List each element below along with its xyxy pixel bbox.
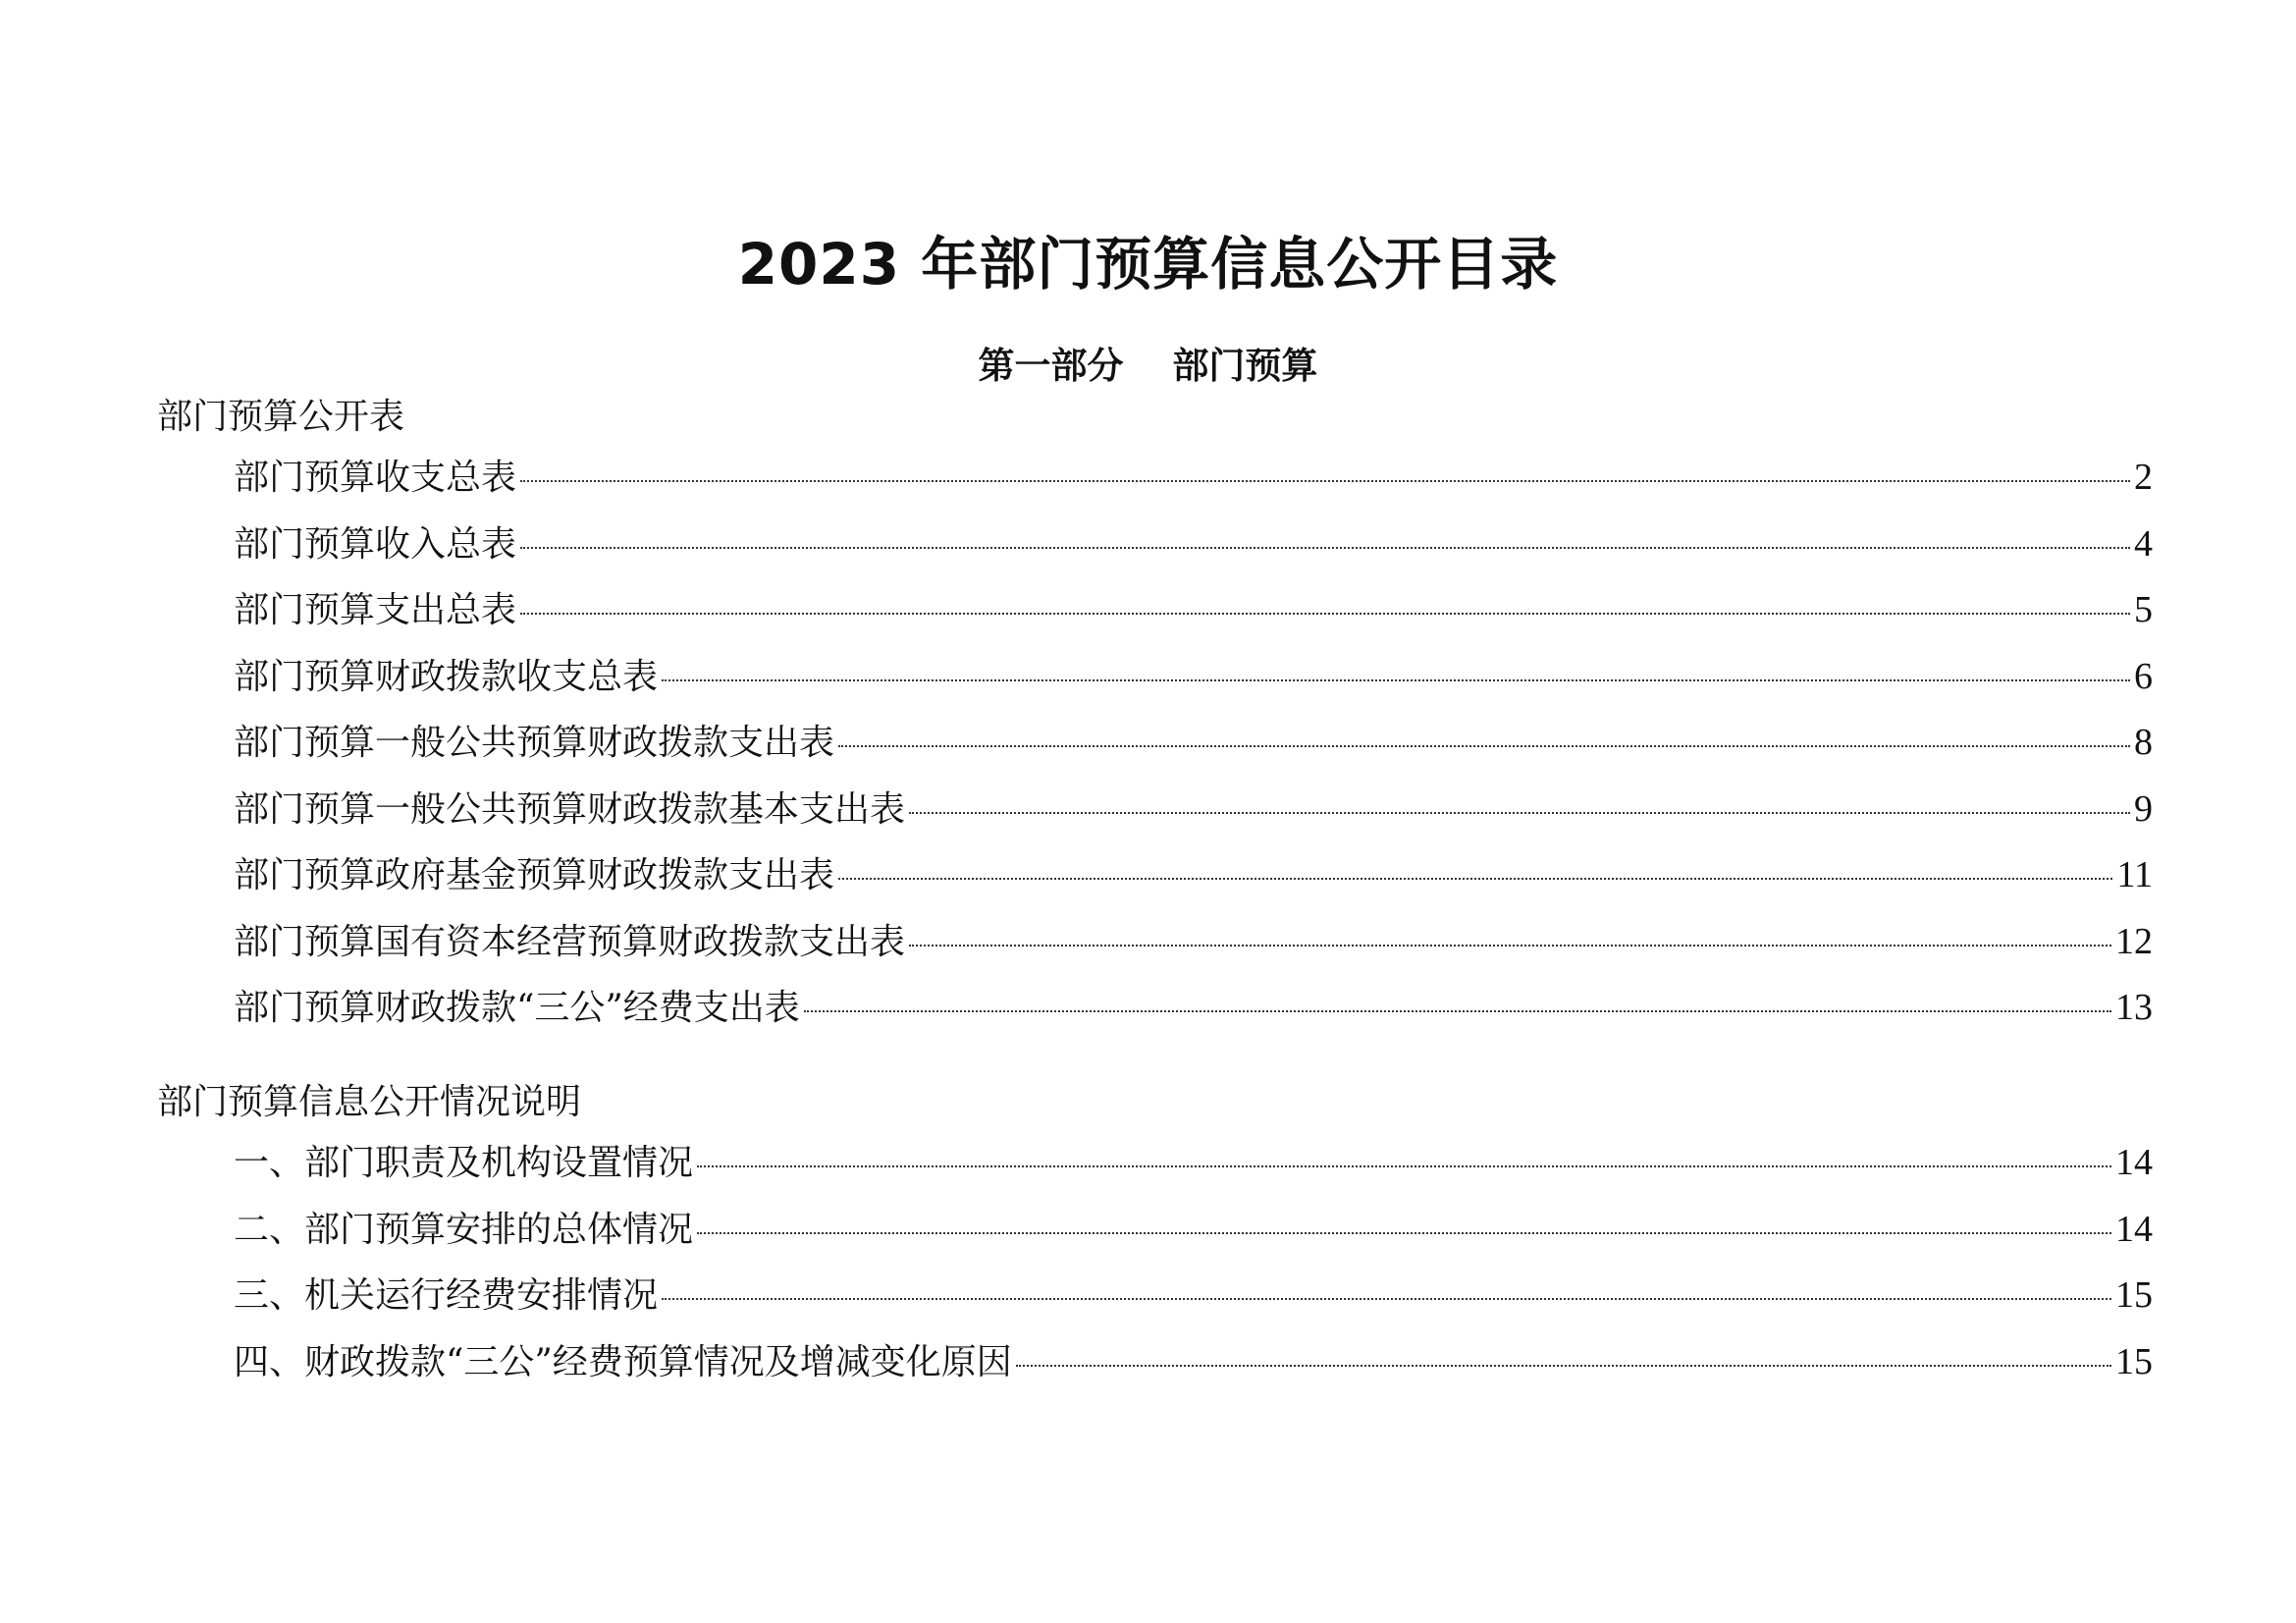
toc-entry[interactable] (234, 851, 2153, 918)
toc-entry[interactable] (234, 1338, 2153, 1405)
toc-entry[interactable] (234, 653, 2153, 720)
toc-entry-label: 部门预算一般公共预算财政拨款基本支出表 (234, 788, 906, 830)
toc-entry-page-number: 5 (2134, 589, 2153, 630)
toc-entry-label: 部门预算支出总表 (234, 590, 517, 630)
toc-entry-page-number: 14 (2115, 1208, 2153, 1250)
toc-entry-label: 四、财政拨款“三公”经费预算情况及增减变化原因 (234, 1341, 1012, 1382)
toc-entry[interactable] (234, 785, 2153, 852)
toc-entry[interactable] (234, 984, 2153, 1051)
section-heading-budget-tables: 部门预算公开表 (157, 397, 405, 437)
dot-leader (1016, 1365, 2111, 1367)
part-title: 第一部分 部门预算 (978, 345, 1318, 387)
toc-entry-page-number: 6 (2134, 655, 2153, 697)
toc-entry[interactable] (234, 520, 2153, 587)
toc-entry[interactable] (234, 454, 2153, 520)
toc-entry-page-number: 8 (2134, 722, 2153, 763)
toc-entry-page-number: 2 (2134, 457, 2153, 498)
dot-leader (909, 812, 2130, 814)
section-heading-disclosure-notes: 部门预算信息公开情况说明 (157, 1082, 582, 1122)
dot-leader (838, 745, 2130, 747)
toc-entry-page-number: 13 (2115, 987, 2153, 1028)
toc-entry-page-number: 12 (2115, 920, 2153, 962)
dot-leader (909, 945, 2111, 947)
toc-entry-label: 部门预算财政拨款“三公”经费支出表 (234, 988, 800, 1028)
dot-leader (697, 1165, 2111, 1167)
dot-leader (520, 613, 2130, 615)
dot-leader (520, 480, 2130, 482)
toc-entry-label: 部门预算一般公共预算财政拨款支出表 (234, 723, 835, 763)
toc-entry-page-number: 14 (2115, 1142, 2153, 1183)
dot-leader (804, 1010, 2111, 1012)
toc-list-disclosure-notes (234, 1139, 2153, 1404)
toc-entry-page-number: 9 (2134, 787, 2153, 830)
dot-leader (697, 1232, 2111, 1234)
dot-leader (662, 679, 2130, 681)
toc-entry-label: 部门预算财政拨款收支总表 (234, 656, 659, 697)
toc-entry[interactable] (234, 918, 2153, 985)
toc-entry[interactable] (234, 1271, 2153, 1338)
document-title: 2023 年部门预算信息公开目录 (737, 231, 1559, 298)
toc-entry[interactable] (234, 1139, 2153, 1206)
toc-list-budget-tables (234, 454, 2153, 1051)
toc-entry-label: 部门预算收入总表 (234, 523, 517, 565)
toc-entry-page-number: 15 (2115, 1274, 2153, 1316)
toc-entry-label: 二、部门预算安排的总体情况 (234, 1209, 694, 1250)
toc-entry[interactable] (234, 719, 2153, 785)
toc-entry[interactable] (234, 586, 2153, 653)
toc-entry-label: 部门预算国有资本经营预算财政拨款支出表 (234, 921, 906, 962)
toc-entry-page-number: 15 (2115, 1340, 2153, 1382)
dot-leader (662, 1298, 2111, 1300)
toc-entry-page-number: 11 (2116, 854, 2153, 895)
toc-entry-label: 一、部门职责及机构设置情况 (234, 1143, 694, 1183)
toc-entry[interactable] (234, 1206, 2153, 1272)
dot-leader (520, 547, 2130, 549)
toc-entry-label: 部门预算收支总表 (234, 458, 517, 498)
dot-leader (838, 878, 2112, 880)
toc-entry-label: 三、机关运行经费安排情况 (234, 1275, 659, 1316)
toc-entry-label: 部门预算政府基金预算财政拨款支出表 (234, 855, 835, 895)
toc-entry-page-number: 4 (2134, 522, 2153, 565)
